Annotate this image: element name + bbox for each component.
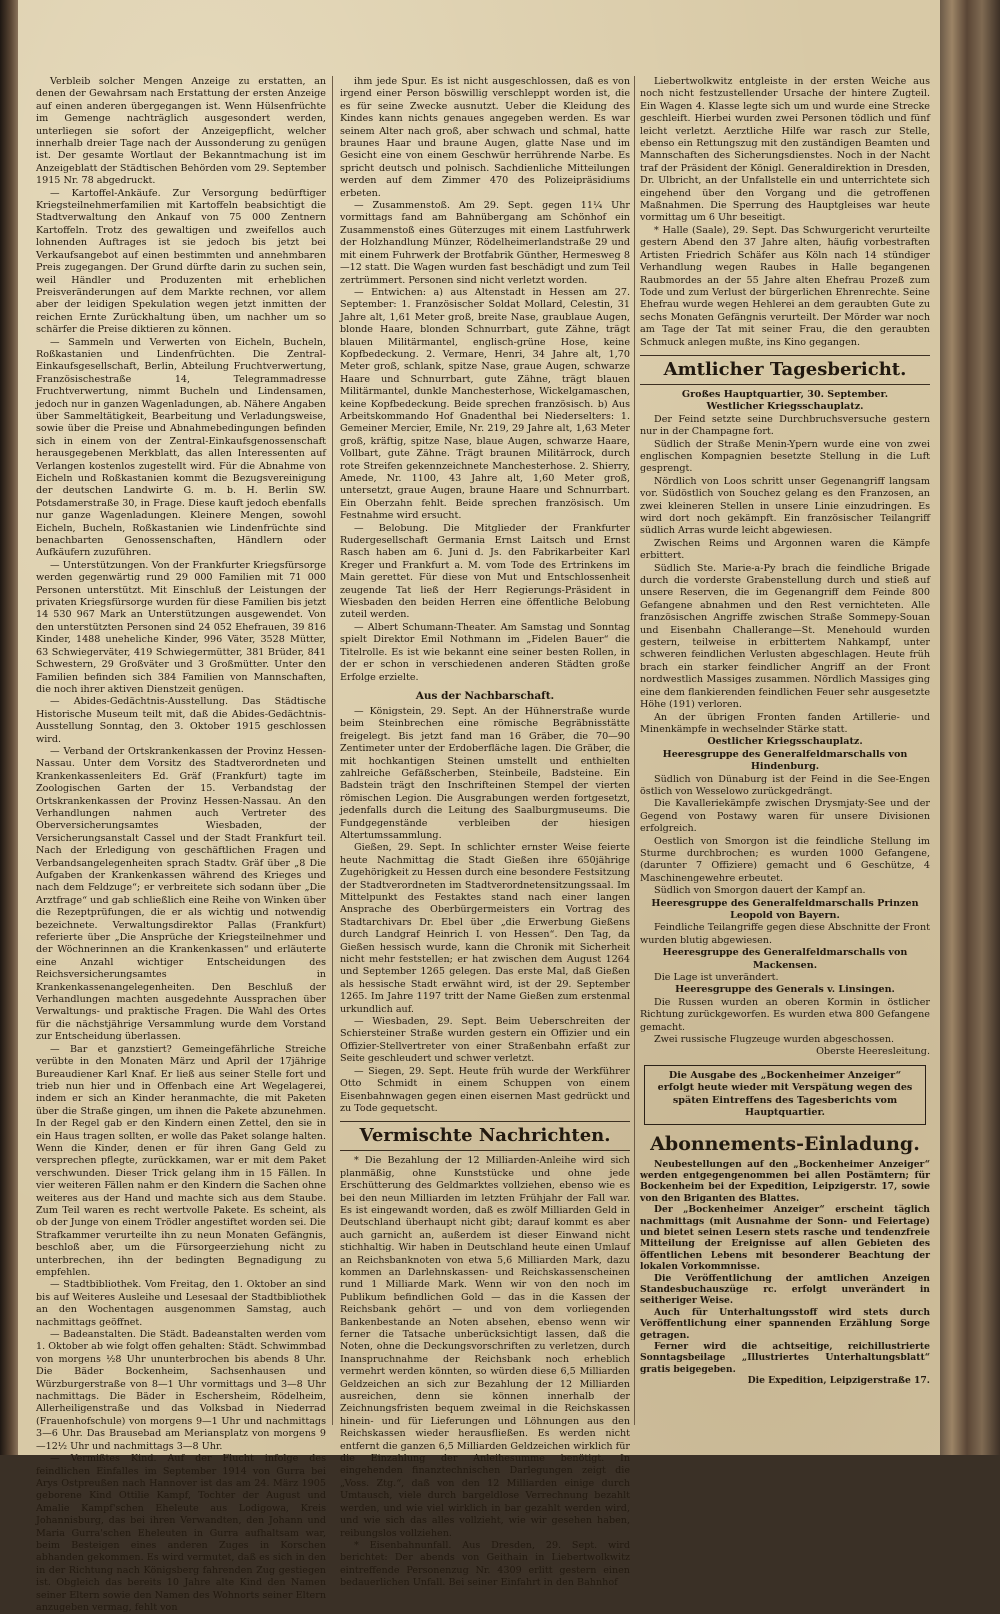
abonnement-paragraph: Der „Bockenheimer Anzeiger“ erscheint täglich nachmittags (mit Ausnahme der Sonn- und Feiertage) und bietet seinen Lesern stets rasche und tendenzfreie Mitteilung der Ereignisse auf allen Gebieten des öffentlichen Lebens mit besonderer Beachtung der lokalen Vorkommnisse. [640,1204,930,1273]
abonnement-paragraph: Die Veröffentlichung der amtlichen Anzeigen Standesbuchauszüge rc. erfolgt unverändert in seitheriger Weise. [640,1272,930,1307]
report-subheading: Westlicher Kriegsschauplatz. [706,401,864,413]
paragraph: Südlich von Dünaburg ist der Feind in die See-Engen östlich von Wesselowo zurückgedrängt. [640,773,930,797]
paragraph: — Siegen, 29. Sept. Heute früh wurde der Werkführer Otto Schmidt in einem Schuppen von einem Eisenbahnwagen gegen einen eisernen Mast gedrückt und zu Tode gequetscht. [340,1065,630,1114]
paragraph: Die Russen wurden an oberen Kormin in östlicher Richtung zurückgeworfen. Es wurden etwa 800 Gefangene gemacht. [640,996,930,1033]
delay-notice-box: Die Ausgabe des „Bockenheimer Anzeiger“ erfolgt heute wieder mit Verspätung wegen des späten Eintreffens des Tagesberichts vom Hauptquartier. [644,1065,926,1125]
paragraph: * Eisenbahnunfall. Aus Dresden, 29. Sept. wird berichtet: Der abends von Geithain in Liebertwolkwitz eintreffende Personenzug Nr. 4309 erlitt gestern einen bedauerlichen Unfall. Bei seiner Einfahrt in den Bahnhof [340,1539,630,1589]
section-heading-amtlicher-tagesbericht: Amtlicher Tagesbericht. [640,355,930,385]
book-binding-left [0,0,18,1455]
paragraph: — Sammeln und Verwerten von Eicheln, Bucheln, Roßkastanien und Lindenfrüchten. Die Zentral-Einkaufsgesellschaft, Berlin, Abteilung Fruchtverwertung, Französischestraße 14, Telegrammadresse Fruchtverwertung, nimmt Bucheln und Lindensamen, jedoch nur in ganzen Wagenladungen, ab. Nähere Angaben über Sammeltätigkeit, Bearbeitung und Verladungsweise, sowie über die Preise und Abnahmebedingungen befinden sich in einem von der Zentral-Einkaufsgenossenschaft herausgegebenen Merkblatt, das allen Interessenten auf Verlangen kostenlos zugestellt wird. Für die Abnahme von Eicheln und Roßkastanien kommt die Bezugsvereinigung der deutschen Landwirte G. m. b. H. Berlin SW. Potsdamerstraße 30, in Frage. Diese kauft jedoch ebenfalls nur ganze Wagenladungen. Kleinere Mengen, sowohl Eicheln, Bucheln, Roßkastanien wie Lindenfrüchte sind benachbarten Genossenschaften, Händlern oder Aufkäufern zuzuführen. [36,336,326,559]
paragraph: — Königstein, 29. Sept. An der Hühnerstraße wurde beim Steinbrechen eine römische Begräbnisstätte freigelegt. Bis jetzt fand man 16 Gräber, die 70—90 Zentimeter unter der Erdoberfläche lagen. Die Gräber, die mit hochkantigen Steinen umstellt und enthielten zahlreiche Gefäßscherben, Steinbeile, Badsteine. Ein Badstein trägt den Inschrifteinen Stempel der vierten römischen Legion. Die Ausgrabungen werden fortgesetzt, jedenfalls durch die Leitung des Saalburgmuseums. Die Fundgegenstände verbleiben der hiesigen Altertumssammlung. [340,705,630,841]
abonnement-paragraph: Auch für Unterhaltungsstoff wird stets durch Veröffentlichung einer spannenden Erzählung Sorge getragen. [640,1306,930,1341]
column-3 [640,76,930,1437]
paragraph: — Verband der Ortskrankenkassen der Provinz Hessen-Nassau. Unter dem Vorsitz des Stadtverordneten und Krankenkassenleiters Ed. Gräf (Frankfurt) tagte im Zoologischen Garten der 15. Verbandstag der Ortskrankenkassen der Provinz Hessen-Nassau. An den Verhandlungen nahmen auch Vertreter des Oberversicherungsamtes Wiesbaden, der Versicherungsanstalt Cassel und der Stadt Frankfurt teil. Nach der Erledigung von geschäftlichen Fragen und Verbandsangelegenheiten sprach Stadtv. Gräf über „8 Die Aufgaben der Krankenkassen während des Krieges und nach dem Feldzuge“; er verbreitete sich sodann über „Die Arztfrage“ und gab schließlich eine Reihe von Winken über die Rezeptprüfungen, die er als wichtig und notwendig bezeichnete. Verwaltungsdirektor Pallas (Frankfurt) referierte über „Die Ansprüche der Kriegsteilnehmer und der Wöchnerinnen an die Krankenkassen“ und erläuterte eine Anzahl wichtiger Entscheidungen des Reichsversicherungsamtes in Krankenkassenangelegenheiten. Den Beschluß der Verhandlungen machten ausgedehnte Aussprachen über Verwaltungs- und praktische Fragen. Die Wahl des Ortes für die nächstjährige Versammlung wurde dem Vorstand zur Entscheidung überlassen. [36,745,326,1043]
paragraph: Die Lage ist unverändert. [654,972,779,984]
column-2 [340,76,630,1589]
paragraph: — Abides-Gedächtnis-Ausstellung. Das Städtische Historische Museum teilt mit, daß die Abides-Gedächtnis-Ausstellung Sonntag, den 3. Oktober 1915 geschlossen wird. [36,696,326,745]
abonnement-signature: Die Expedition, Leipzigerstraße 17. [747,1375,930,1387]
paragraph: An der übrigen Fronten fanden Artillerie- und Minenkämpfe in wechselnder Stärke statt. [640,711,930,735]
paragraph: Feindliche Teilangriffe gegen diese Abschnitte der Front wurden blutig abgewiesen. [640,922,930,946]
section-heading-vermischte: Vermischte Nachrichten. [340,1121,630,1151]
paragraph: Gießen, 29. Sept. In schlichter ernster Weise feierte heute Nachmittag die Stadt Gießen ihre 650jährige Zugehörigkeit zu Hessen durch eine besondere Festsitzung der Stadtverordneten im Stadtverordnetensitzungssaal. Im Mittelpunkt des Festaktes stand nach einer langen Ansprache des Oberbürgermeisters ein Vortrag des Stadtarchivars Dr. Ebel über „die Erwerbung Gießens durch Landgraf Heinrich I. von Hessen“. Den Tag, da Gießen hessisch wurde, kann die Chronik mit Sicherheit nicht mehr feststellen; er hat zwischen dem August 1264 und September 1265 gelegen. Das erste Mal, daß Gießen als hessische Stadt erwähnt wird, ist der 29. September 1265. Im Jahre 1197 tritt der Name Gießen zum erstenmal urkundlich auf. [340,842,630,1015]
paragraph: — Unterstützungen. Von der Frankfurter Kriegsfürsorge werden gegenwärtig rund 29 000 Familien mit 71 000 Personen unterstützt. Mit Einschluß der Leistungen der privaten Kriegsfürsorge wurden für diese Familien bis jetzt 14 530 967 Mark an Unterstützungen ausgewendet. Von den unterstützten Personen sind 24 052 Ehefrauen, 39 816 Kinder, 1488 uneheliche Kinder, 996 Väter, 3528 Mütter, 63 Schwiegerväter, 419 Schwiegermütter, 381 Brüder, 841 Schwestern, 29 Großväter und 3 Großmütter. Unter den Familien befinden sich 384 Familien von Mannschaften, die noch ihrer aktiven Dienstzeit genügen. [36,559,326,695]
report-subheading: Heeresgruppe des Generalfeldmarschalls Prinzen Leopold von Bayern. [651,897,919,921]
paragraph: Der Feind setzte seine Durchbruchsversuche gestern nur in der Champagne fort. [640,413,930,438]
paragraph: * Halle (Saale), 29. Sept. Das Schwurgericht verurteilte gestern Abend den 37 Jahre alten, häufig vorbestraften Artisten Friedrich Schäfer aus Köln nach 14 stündiger Verhandlung wegen Raubes in Halle begangenen Raubmordes an der 55 Jahre alten Ehefrau Prozeß zum Tode und zum Verlust der bürgerlichen Ehrenrechte. Seine Ehefrau wurde wegen Hehlerei an dem geraubten Gute zu sechs Monaten Gefängnis verurteilt. Der Mörder war noch am Tage der Tat mit seiner Frau, die den geraubten Schmuck anlegen mußte, ins Kino gegangen. [640,224,930,348]
column-1 [36,76,326,1613]
report-subheading: Heeresgruppe des Generals v. Linsingen. [675,984,895,996]
book-spine-right [940,0,1000,1455]
report-signature: Oberste Heeresleitung. [816,1046,930,1058]
paragraph: Oestlich von Smorgon ist die feindliche Stellung im Sturme durchbrochen; es wurden 1000 Gefangene, (darunter 7 Offiziere) gemacht und 6 Geschütze, 4 Maschinengewehre erbeutet. [640,835,930,884]
paragraph: Liebertwolkwitz entgleiste in der ersten Weiche aus noch nicht festzustellender Ursache der hintere Zugteil. Ein Wagen 4. Klasse legte sich um und wurde eine Strecke geschleift. Hierbei wurden zwei Personen tödlich und fünf leicht verletzt. Aerztliche Hilfe war rasch zur Stelle, ebenso ein Rettungszug mit den zuständigen Beamten und Mannschaften des Sicherungsdienstes. Noch in der Nacht traf der Präsident der Königl. Generaldirektion in Dresden, Dr. Ulbricht, an der Unfallstelle ein und unterrichtete sich eingehend über den Vorgang und die getroffenen Maßnahmen. Die Sperrung des Hauptgleises war heute vormittag um 6 Uhr beseitigt. [640,76,930,224]
report-subheading: Oestlicher Kriegsschauplatz. [707,736,863,748]
paragraph: Die Kavalleriekämpfe zwischen Drysmjaty-See und der Gegend von Postawy waren für unsere Divisionen erfolgreich. [640,798,930,835]
paragraph: — Albert Schumann-Theater. Am Samstag und Sonntag spielt Direktor Emil Nothmann im „Fidelen Bauer“ die Titelrolle. Es ist wie bekannt eine seiner besten Rollen, in der er schon in verschiedenen anderen Städten große Erfolge erzielte. [340,621,630,683]
paragraph: — Bar et ganzstiert? Gemeingefährliche Streiche verübte in den Monaten März und April der 17jährige Bureaudiener Karl Knaf. Er ließ aus seiner Stelle fort und trieb nun hier und in Offenbach eine Art Wegelagerei, indem er sich an Kinder heranmachte, die mit Paketen über die Straße gingen, um ihnen die Pakete abzunehmen. In der Regel gab er den Kindern einen Zettel, den sie in ein Haus tragen sollten, er wolle das Paket solange halten. Wenn die Kinder, denen er für ihren Gang Geld zu versprechen pflegte, zurückkamen, war er mit dem Paket verschwunden. Dieser Trick gelang ihm in 15 Fällen. In vier weiteren Fällen nahm er den Kindern die Sachen ohne weiteres aus der Hand und machte sich aus dem Staube. Zum Teil waren es recht wertvolle Pakete. Es scheint, als ob der Junge von einem Trödler angestiftet worden sei. Die Strafkammer verurteilte ihn zu neun Monaten Gefängnis, beschloß aber, um die Fürsorgeerziehung nicht zu unterbrechen, ihn der bedingten Begnadigung zu empfehlen. [36,1043,326,1278]
report-subheading: Heeresgruppe des Generalfeldmarschalls von Hindenburg. [662,748,908,773]
abonnement-paragraph: Neubestellungen auf den „Bockenheimer Anzeiger“ werden entgegengenommen bei allen Postämtern; für Bockenheim bei der Expedition, Leipzigerstr. 17, sowie von den Briganten des Blattes. [640,1158,930,1204]
report-subheading: Heeresgruppe des Generalfeldmarschalls von Mackensen. [662,947,908,971]
paragraph: — Stadtbibliothek. Vom Freitag, den 1. Oktober an sind bis auf Weiteres Ausleihe und Lesesaal der Stadtbibliothek an den Wochentagen ausgenommen Samstag, auch nachmittags geöffnet. [36,1279,326,1328]
paragraph: — Belobung. Die Mitglieder der Frankfurter Rudergesellschaft Germania Ernst Laitsch und Ernst Rasch haben am 6. Juni d. Js. den Fabrikarbeiter Karl Kreger und Frankfurt a. M. vom Tode des Ertrinkens im Main gerettet. Für diese von Mut und Entschlossenheit zeugende Tat ließ der Herr Regierungs-Präsident in Wiesbaden den beiden Herren eine öffentliche Belobung zuteil werden. [340,522,630,621]
paragraph: Zwei russische Flugzeuge wurden abgeschossen. [654,1034,895,1046]
paragraph: Zwischen Reims und Argonnen waren die Kämpfe erbittert. [640,537,930,562]
column-rule-1 [332,76,333,1425]
paragraph: ihm jede Spur. Es ist nicht ausgeschlossen, daß es von irgend einer Person böswillig verschleppt worden ist, die es für seine Zwecke ausnutzt. Ueber die Kleidung des Kindes kann nichts genaues angegeben werden. Es war seinem Alter nach groß, aber schwach und schmal, hatte braunes Haar und braune Augen, glatte Nase und im Gesicht eine von einem Geschwür herrührende Narbe. Es spricht deutsch und polnisch. Sachdienliche Mitteilungen werden auf dem Zimmer 470 des Polizeipräsidiums erbeten. [340,76,630,199]
paragraph: — Entwichen: a) aus Altenstadt in Hessen am 27. September: 1. Französischer Soldat Mollard, Celestin, 31 Jahre alt, 1,61 Meter groß, breite Nase, graublaue Augen, blonde Haare, blonden Schnurrbart, gute Zähne, trägt blauen Militärmantel, englisch-grüne Hose, keine Kopfbedeckung. 2. Vermare, Henri, 34 Jahre alt, 1,70 Meter groß, schlank, spitze Nase, graue Augen, schwarze Haare und Schnurrbart, gute Zähne, trägt blauen Militärmantel, dunkle Manchesterhose, Wickelgamaschen, keine Kopfbedeckung. Beide sprechen französisch. b) Aus Arbeitskommando Hof Gnadenthal bei Niederselters: 1. Gemeiner Mercier, Emile, Nr. 219, 29 Jahre alt, 1,63 Meter groß, kräftig, spitze Nase, blaue Augen, schwarze Haare, Vollbart, gute Zähne. Trägt braunen Militärrock, durch rote Streifen gekennzeichnete Manchesterhose. 2. Shierry, Amede, Nr. 1100, 43 Jahre alt, 1,60 Meter groß, untersetzt, graue Augen, braune Haare und Schnurrbart. Ein Oberzahn fehlt. Beide sprechen französisch. Um Festnahme wird ersucht. [340,286,630,522]
abonnement-heading: Abonnements-Einladung. [650,1132,920,1155]
paragraph: — Badeanstalten. Die Städt. Badeanstalten werden vom 1. Oktober ab wie folgt offen gehalten: Städt. Schwimmbad von morgens ½8 Uhr ununterbrochen bis abends 8 Uhr. Die Bäder Bockenheim, Sachsenhausen und Würzburgerstraße von 8—1 Uhr vormittags und 3—8 Uhr nachmittags. Die Bäder in Eschersheim, Rödelheim, Allerheiligenstraße und das Volksbad in Niederrad (Frauenhofschule) von morgens 9—1 Uhr und nachmittags 3—6 Uhr. Das Brausebad am Meriansplatz von morgens 9—12½ Uhr und nachmittags 3—8 Uhr. [36,1329,326,1452]
paragraph: — Zusammenstoß. Am 29. Sept. gegen 11¼ Uhr vormittags fand am Bahnübergang am Schönhof ein Zusammenstoß eines Güterzuges mit einem Lastfuhrwerk der Holzhandlung Münzer, Rödelheimerlandstraße 29 und mit einem Fuhrwerk der Brotfabrik Günther, Hermesweg 8—12 statt. Die Wagen wurden fast beschädigt und zum Teil zertrümmert. Personen sind nicht verletzt worden. [340,200,630,286]
paragraph: Verbleib solcher Mengen Anzeige zu erstatten, an denen der Gewahrsam nach Erstattung der ersten Anzeige auf einen anderen übergegangen ist. Wenn Hülsenfrüchte im Gemenge nachträglich ausgesondert werden, unterliegen sie sofort der Anzeigepflicht, welcher innerhalb dreier Tage nach der Aussonderung zu genügen ist. Der gesamte Wortlaut der Bekanntmachung ist im Anzeigeblatt der Städtischen Behörden vom 29. September 1915 Nr. 78 abgedruckt. [36,76,326,187]
paragraph: — Vermißtes Kind. Auf der Flucht infolge des feindlichen Einfalles im September 1914 von Gurra bei Arys Ostpreußen nach Hannover ist das am 24. März 1905 geborene Kind Ottilie Kampf, Tochter der August und Amalie Kampf'schen Eheleute aus Lodigowa, Kreis Johannisburg, das bei ihren Verwandten, den Johann und Maria Gurra'schen Eheleuten in Gurra aufhaltsam war, beim Besteigen eines anderen Zuges in Korschen abhanden gekommen. Es wird vermutet, daß es sich in den in der Richtung nach Königsberg fahrenden Zug gestiegen ist. Obgleich das bereits 10 Jahre alte Kind den Namen seiner Eltern sowie den Namen des Wohnorts seiner Eltern anzugeben vermag, fehlt von [36,1453,326,1613]
paragraph: — Kartoffel-Ankäufe. Zur Versorgung bedürftiger Kriegsteilnehmerfamilien mit Kartoffeln beabsichtigt die Stadtverwaltung den Ankauf von 75 000 Zentnern Kartoffeln. Trotz des gewaltigen und zweifellos auch lohnenden Auftrages ist sie jedoch bis jetzt bei Verkaufsangebot auf einen bestimmten und annehmbaren Preis zugegangen. Der Grund dürfte darin zu suchen sein, weil Händler und Produzenten mit erheblichen Preisveränderungen auf dem Markte rechnen, vor allem aber der leidigen Spekulation wegen jetzt inmitten der reichen Ernte Zurückhaltung üben, um nachher um so schärfer die Preise diktieren zu können. [36,187,326,336]
column-rule-2 [634,76,635,1425]
paragraph: — Wiesbaden, 29. Sept. Beim Ueberschreiten der Schiersteiner Straße wurden gestern ein Offizier und ein Offizier-Stellvertreter von einer Straßenbahn erfaßt zur Seite geschleudert und schwer verletzt. [340,1016,630,1065]
paragraph: * Die Bezahlung der 12 Milliarden-Anleihe wird sich planmäßig, ohne Kunststücke und ohne jede Erschütterung des Geldmarktes vollziehen, ebenso wie es bei den neun Milliarden im letzten Frühjahr der Fall war. Es ist eingewandt worden, daß es zwölf Milliarden Geld in Deutschland überhaupt nicht gibt; darauf kommt es aber auch garnicht an, außerdem ist dieser Einwand nicht stichhaltig. Wir haben in Deutschland heute einen Umlauf an Reichsbanknoten von etwa 5,6 Milliarden Mark, dazu kommen an Darlehnskassen- und Reichskassenscheinen rund 1 Milliarde Mark. Wenn wir von den noch im Publikum befindlichen Gold — das in die Kassen der Reichsbank gehört — und von dem vorliegenden Bankenbestande an Noten absehen, ebenso wenn wir ferner die Tatsache unberücksichtigt lassen, daß die Noten, ohne die Deckungsvorschriften zu verletzen, durch Inanspruchnahme der Reichsbank noch erheblich vermehrt werden könnten, so würden diese 6,5 Milliarden Geldzeichen an sich zur Bezahlung der 12 Milliarden ausreichen, denn sie können innerhalb der Zeichnungsfristen bequem zweimal in die Reichskassen hinein- und für Lieferungen und Löhnungen aus den Reichskassen wieder herausfließen. Es werden nicht entfernt die ganzen 6,5 Milliarden Geldzeichen wirklich für die Einzahlung der Anleihesumme benötigt. In eingehenden finanztechnischen Darlegungen zeigt die „Voss. Ztg.“, daß von den 12 Milliarden einige durch Umtausch, viele durch bargeldlose Verrechnung bezahlt werden, und wie viel wirklich in bar gezahlt werden wird, und wie sich das alles vollzieht, wie wir gesehen haben, reibungslos vollziehen. [340,1155,630,1539]
newspaper-page [18,0,940,1613]
paragraph: Südlich von Smorgon dauert der Kampf an. [654,885,866,897]
paragraph: Nördlich von Loos schritt unser Gegenangriff langsam vor. Südöstlich von Souchez gelang es den Franzosen, an zwei kleineren Stellen in unsere Linie einzudringen. Es wird dort noch gekämpft. Ein französischer Teilangriff südlich Arras wurde leicht abgewiesen. [640,475,930,537]
paragraph: Südlich Ste. Marie-a-Py brach die feindliche Brigade durch die vorderste Grabenstellung durch und stieß auf unsere Reserven, die im Gegenangriff dem Feinde 800 Gefangene abnahmen und den Rest vernichteten. Alle französischen Angriffe zwischen Straße Sommepy-Souan und Eisenbahn Challerange—St. Menehould wurden gestern, teilweise in erbittertem Nahkampf, unter schweren feindlichen Verlusten abgeschlagen. Heute früh brach ein starker feindlicher Angriff an der Front nordwestlich Massiges zusammen. Nördlich Massiges ging eine dem flankierenden feindlichen Feuer sehr ausgesetzte Höhe (191) verloren. [640,562,930,711]
abonnement-paragraph: Ferner wird die achtseitige, reichillustrierte Sonntagsbeilage „Illustriertes Unterhaltungsblatt“ gratis beigegeben. [640,1341,930,1375]
report-dateline: Großes Hauptquartier, 30. September. [681,388,889,400]
section-heading-nachbarschaft: Aus der Nachbarschaft. [415,689,555,702]
paragraph: Südlich der Straße Menin-Ypern wurde eine von zwei englischen Kompagnien besetzte Stellung in die Luft gesprengt. [640,438,930,475]
